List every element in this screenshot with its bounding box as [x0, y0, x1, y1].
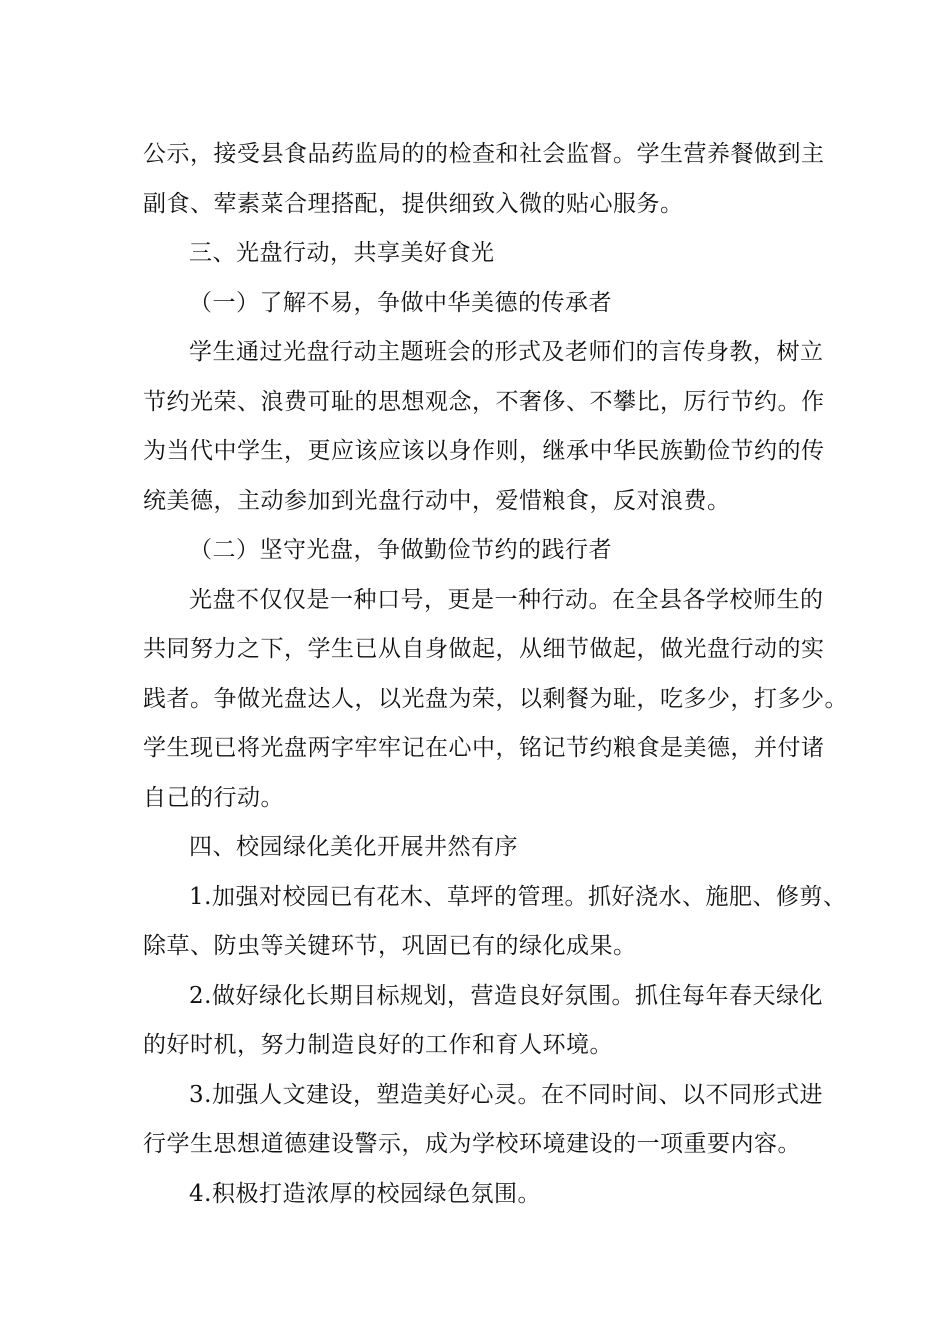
- text-line: 公示，接受县食品药监局的的检查和社会监督。学生营养餐做到主: [143, 141, 825, 167]
- text-line: 统美德，主动参加到光盘行动中，爱惜粮食，反对浪费。: [143, 487, 731, 514]
- document-body: [143, 130, 848, 1219]
- text-line: 光盘不仅仅是一种口号，更是一种行动。在全县各学校师生的: [189, 586, 824, 613]
- text-line: 自己的行动。: [143, 784, 284, 811]
- section-heading: 三、光盘行动，共享美好食光: [189, 240, 495, 266]
- text-line: 学生通过光盘行动主题班会的形式及老师们的言传身教，树立: [189, 339, 824, 365]
- text-line: 践者。争做光盘达人，以光盘为荣，以剩餐为耻，吃多少，打多少。: [143, 685, 848, 712]
- text-line: 行学生思想道德建设警示，成为学校环境建设的一项重要内容。: [143, 1131, 801, 1157]
- text-line: 学生现已将光盘两字牢牢记在心中，铭记节约粮食是美德，并付诸: [143, 735, 825, 761]
- list-item: 1.加强对校园已有花木、草坪的管理。抓好浇水、施肥、修剪、: [189, 883, 847, 910]
- text-line: 的好时机，努力制造良好的工作和育人环境。: [143, 1032, 613, 1058]
- subsection-heading: （一）了解不易，争做中华美德的传承者: [189, 289, 612, 316]
- text-line: 节约光荣、浪费可耻的思想观念，不奢侈、不攀比，厉行节约。作: [143, 388, 825, 415]
- list-item: 4.积极打造浓厚的校园绿色氛围。: [189, 1180, 541, 1207]
- text-line: 除草、防虫等关键环节，巩固已有的绿化成果。: [143, 933, 637, 959]
- text-line: 为当代中学生，更应该应该以身作则，继承中华民族勤俭节约的传: [143, 438, 825, 464]
- text-line: 共同努力之下，学生已从自身做起，从细节做起，做光盘行动的实: [143, 636, 825, 662]
- text-line: 副食、荤素菜合理搭配，提供细致入微的贴心服务。: [143, 190, 684, 217]
- list-item: 2.做好绿化长期目标规划，营造良好氛围。抓住每年春天绿化: [189, 982, 823, 1009]
- section-heading: 四、校园绿化美化开展井然有序: [189, 834, 518, 860]
- list-item: 3.加强人文建设，塑造美好心灵。在不同时间、以不同形式进: [189, 1081, 823, 1108]
- subsection-heading: （二）坚守光盘，争做勤俭节约的践行者: [189, 537, 612, 563]
